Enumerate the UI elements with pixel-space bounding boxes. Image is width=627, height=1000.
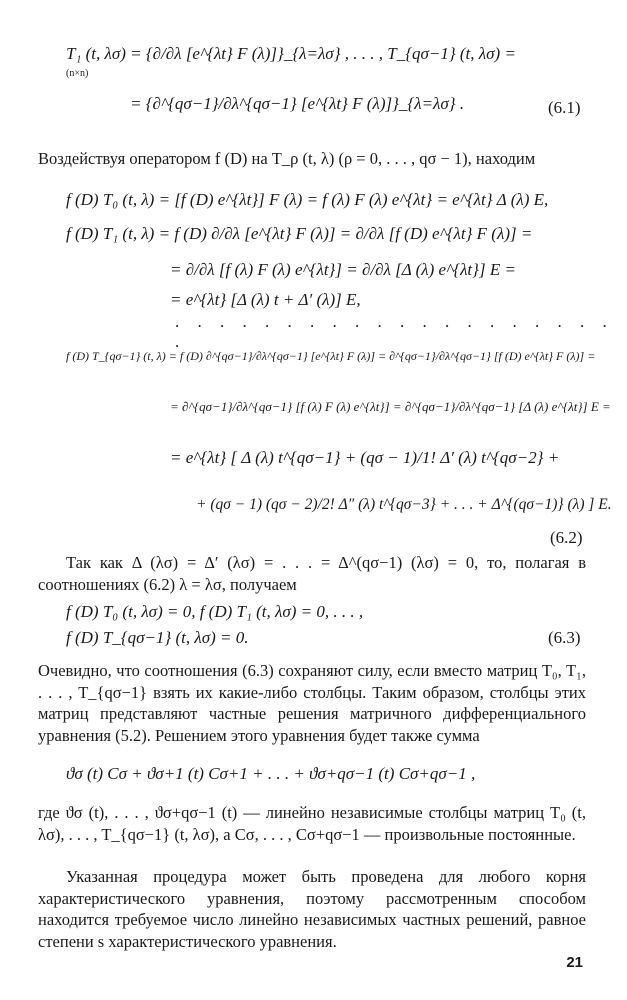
formula-6-2-line-5: f (D) T_{qσ−1} (t, λ) = f (D) ∂^{qσ−1}/∂λ^{qσ−1} [e^{λt} F (λ)] = ∂^{qσ−1}/∂λ^{qσ−1} [f (D) e^{λt} F (λ)] = xyxy=(66,349,596,363)
formula-6-2-line-2: f (D) T₁ (t, λ) = f (D) ∂/∂λ [e^{λt} F (λ)] = ∂/∂λ [f (D) e^{λt} F (λ)] = xyxy=(66,224,533,243)
paragraph-since-conditions: Так как Δ (λσ) = Δ′ (λσ) = . . . = Δ^(qσ−1) (λσ) = 0, то, полагая в соотношениях (6.2) λ = λσ, получаем xyxy=(38,553,586,594)
formula-6-2-line-4: = e^{λt} [Δ (λ) t + Δ′ (λ)] E, xyxy=(170,290,361,309)
formula-6-2-line-1: f (D) T₀ (t, λ) = [f (D) e^{λt}] F (λ) = f (λ) F (λ) e^{λt} = e^{λt} Δ (λ) E, xyxy=(66,190,549,209)
formula-6-2-line-6: = ∂^{qσ−1}/∂λ^{qσ−1} [f (λ) F (λ) e^{λt}] = ∂^{qσ−1}/∂λ^{qσ−1} [Δ (λ) e^{λt}] E = xyxy=(170,399,611,414)
formula-6-1-subscript: (n×n) xyxy=(66,68,89,79)
formula-general-sum: ϑσ (t) Cσ + ϑσ+1 (t) Cσ+1 + . . . + ϑσ+qσ−1 (t) Cσ+qσ−1 , xyxy=(66,764,476,783)
equation-number-6-2: (6.2) xyxy=(550,528,583,547)
ellipsis-row: . . . . . . . . . . . . . . . . . . . . . xyxy=(175,312,614,351)
formula-6-2-line-7: = e^{λt} [ Δ (λ) t^{qσ−1} + (qσ − 1)/1! Δ′ (λ) t^{qσ−2} + xyxy=(170,448,560,467)
equation-number-6-3: (6.3) xyxy=(548,628,581,647)
formula-6-3-line-1: f (D) T₀ (t, λσ) = 0, f (D) T₁ (t, λσ) = 0, . . . , xyxy=(66,602,364,621)
formula-6-2-line-8: + (qσ − 1) (qσ − 2)/2! Δ″ (λ) t^{qσ−3} + . . . + Δ^{(qσ−1)} (λ) ] E. xyxy=(196,496,612,513)
paragraph-procedure: Указанная процедура может быть проведена для любого корня характеристического уравнения, поэтому рассмотренным способом находится требуемое число линейно независимых частных решений, равное степени s характеристического уравнения. xyxy=(38,867,586,951)
formula-6-1-line-2: = {∂^{qσ−1}/∂λ^{qσ−1} [e^{λt} F (λ)]}_{λ=λσ} . xyxy=(130,94,465,113)
paragraph-operator-intro: Воздействуя оператором f (D) на T_ρ (t, λ) (ρ = 0, . . . , qσ − 1), находим xyxy=(38,149,536,168)
formula-6-2-line-3: = ∂/∂λ [f (λ) F (λ) e^{λt}] = ∂/∂λ [Δ (λ) e^{λt}] E = xyxy=(170,260,516,279)
paragraph-columns-solutions: Очевидно, что соотношения (6.3) сохраняют силу, если вместо матриц T₀, T₁, . . . , T_{qσ−1} взять их какие-либо столбцы. Таким образом, столбцы этих матриц представляют частные решения матричного дифференциального уравнения (5.2). Решением этого уравнения будет также сумма xyxy=(38,661,586,745)
page-number: 21 xyxy=(566,954,583,971)
equation-number-6-1: (6.1) xyxy=(548,98,581,117)
paragraph-independent-columns: где ϑσ (t), . . . , ϑσ+qσ−1 (t) — линейно независимые столбцы матриц T₀ (t, λσ), . . . , T_{qσ−1} (t, λσ), а Cσ, . . . , Cσ+qσ−1 — произвольные постоянные. xyxy=(38,803,586,844)
formula-6-1-line-1: T₁ (t, λσ) = {∂/∂λ [e^{λt} F (λ)]}_{λ=λσ} , . . . , T_{qσ−1} (t, λσ) = xyxy=(66,44,516,63)
formula-6-3-line-2: f (D) T_{qσ−1} (t, λσ) = 0. xyxy=(66,628,249,647)
